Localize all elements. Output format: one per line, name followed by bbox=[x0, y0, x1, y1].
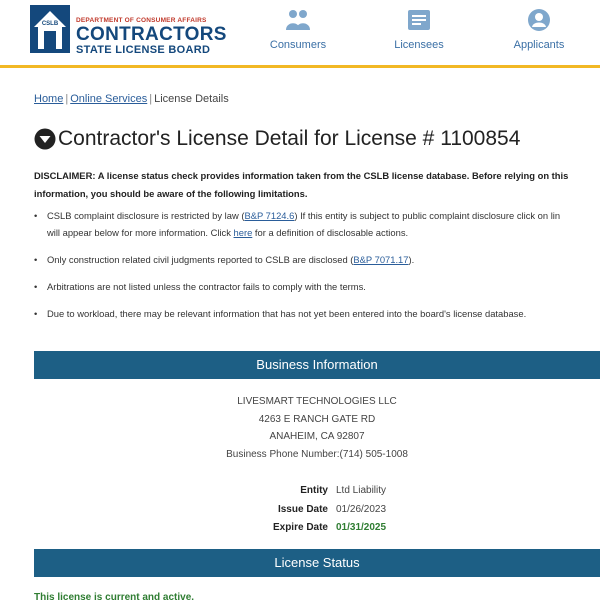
bullet3-text: Arbitrations are not listed unless the contractor fails to comply with the terms. bbox=[47, 281, 366, 292]
license-status-header: License Status bbox=[34, 549, 600, 577]
page-title: Contractor's License Detail for License # 1100854 bbox=[58, 127, 521, 150]
people-icon bbox=[284, 6, 312, 34]
bullet1-line2-pre: will appear below for more information. Click bbox=[47, 227, 234, 238]
business-city: ANAHEIM, CA 92807 bbox=[269, 431, 365, 442]
issue-date-row bbox=[232, 501, 386, 520]
disclaimer-text: DISCLAIMER: A license status check provides information taken from the CSLB license database. Before relying on this information, you should be aware of the following limitations. bbox=[34, 170, 569, 199]
bullet4-text: Due to workload, there may be relevant information that has not yet been entered into the board's license database. bbox=[47, 308, 527, 319]
emblem-text: CSLB bbox=[41, 21, 59, 27]
issue-date-value: 01/26/2023 bbox=[336, 503, 387, 515]
page-title-row bbox=[34, 127, 520, 151]
breadcrumb-separator: | bbox=[149, 93, 153, 105]
business-name: LIVESMART TECHNOLOGIES LLC bbox=[237, 396, 397, 407]
list-item bbox=[34, 278, 600, 295]
nav-consumers[interactable] bbox=[253, 6, 343, 51]
business-address-block bbox=[34, 393, 600, 463]
entity-row bbox=[232, 482, 386, 501]
nav-licensees[interactable] bbox=[374, 6, 464, 51]
nav-consumers-label: Consumers bbox=[269, 39, 327, 51]
expire-date-value: 01/31/2025 bbox=[336, 522, 387, 533]
breadcrumb-home-link[interactable]: Home bbox=[34, 93, 64, 105]
nav-licensees-label: Licensees bbox=[394, 39, 444, 51]
logo-department-text: DEPARTMENT OF CONSUMER AFFAIRS bbox=[76, 17, 207, 24]
site-header bbox=[0, 0, 600, 68]
list-item bbox=[34, 305, 600, 322]
bullet1-line2-post: for a definition of disclosable actions. bbox=[252, 227, 409, 238]
business-information-header: Business Information bbox=[34, 351, 600, 379]
logo-title-text: CONTRACTORS bbox=[76, 24, 227, 45]
list-item bbox=[34, 207, 600, 241]
expire-date-row bbox=[232, 519, 386, 538]
bp-7071-17-link[interactable]: B&P 7071.17 bbox=[353, 254, 409, 265]
license-status-text: This license is current and active. bbox=[34, 592, 195, 600]
nav-applicants[interactable] bbox=[494, 6, 584, 51]
logo-subtitle-text: STATE LICENSE BOARD bbox=[76, 44, 211, 56]
bullet1-text-pre: CSLB complaint disclosure is restricted by law ( bbox=[47, 210, 245, 221]
bullet2-text-pre: Only construction related civil judgments reported to CSLB are disclosed ( bbox=[47, 254, 354, 265]
cslb-logo[interactable] bbox=[30, 5, 240, 55]
business-street: 4263 E RANCH GATE RD bbox=[258, 413, 376, 425]
bullet2-text-post: ). bbox=[408, 254, 415, 265]
breadcrumb-online-services-link[interactable]: Online Services bbox=[70, 93, 148, 105]
breadcrumb bbox=[34, 93, 229, 105]
cslb-emblem-icon bbox=[30, 5, 70, 53]
nav-applicants-label: Applicants bbox=[513, 39, 565, 51]
collapse-toggle-icon[interactable] bbox=[34, 128, 56, 150]
issue-date-label: Issue Date bbox=[277, 503, 328, 515]
license-details bbox=[232, 482, 386, 538]
business-phone: Business Phone Number:(714) 505-1008 bbox=[226, 448, 408, 460]
entity-label: Entity bbox=[300, 485, 328, 496]
bullet1-text-post: ) If this entity is subject to public complaint disclosure click on lin bbox=[294, 210, 561, 221]
bp-7124-6-link[interactable]: B&P 7124.6 bbox=[244, 210, 295, 221]
expire-date-label: Expire Date bbox=[272, 522, 328, 533]
entity-value: Ltd Liability bbox=[336, 485, 387, 496]
breadcrumb-current: License Details bbox=[154, 93, 229, 105]
breadcrumb-separator: | bbox=[65, 93, 69, 105]
list-item bbox=[34, 251, 600, 268]
limitations-list bbox=[34, 207, 600, 332]
disclosable-actions-here-link[interactable]: here bbox=[233, 227, 253, 238]
applicants-icon bbox=[525, 6, 553, 34]
license-card-icon bbox=[405, 6, 433, 34]
